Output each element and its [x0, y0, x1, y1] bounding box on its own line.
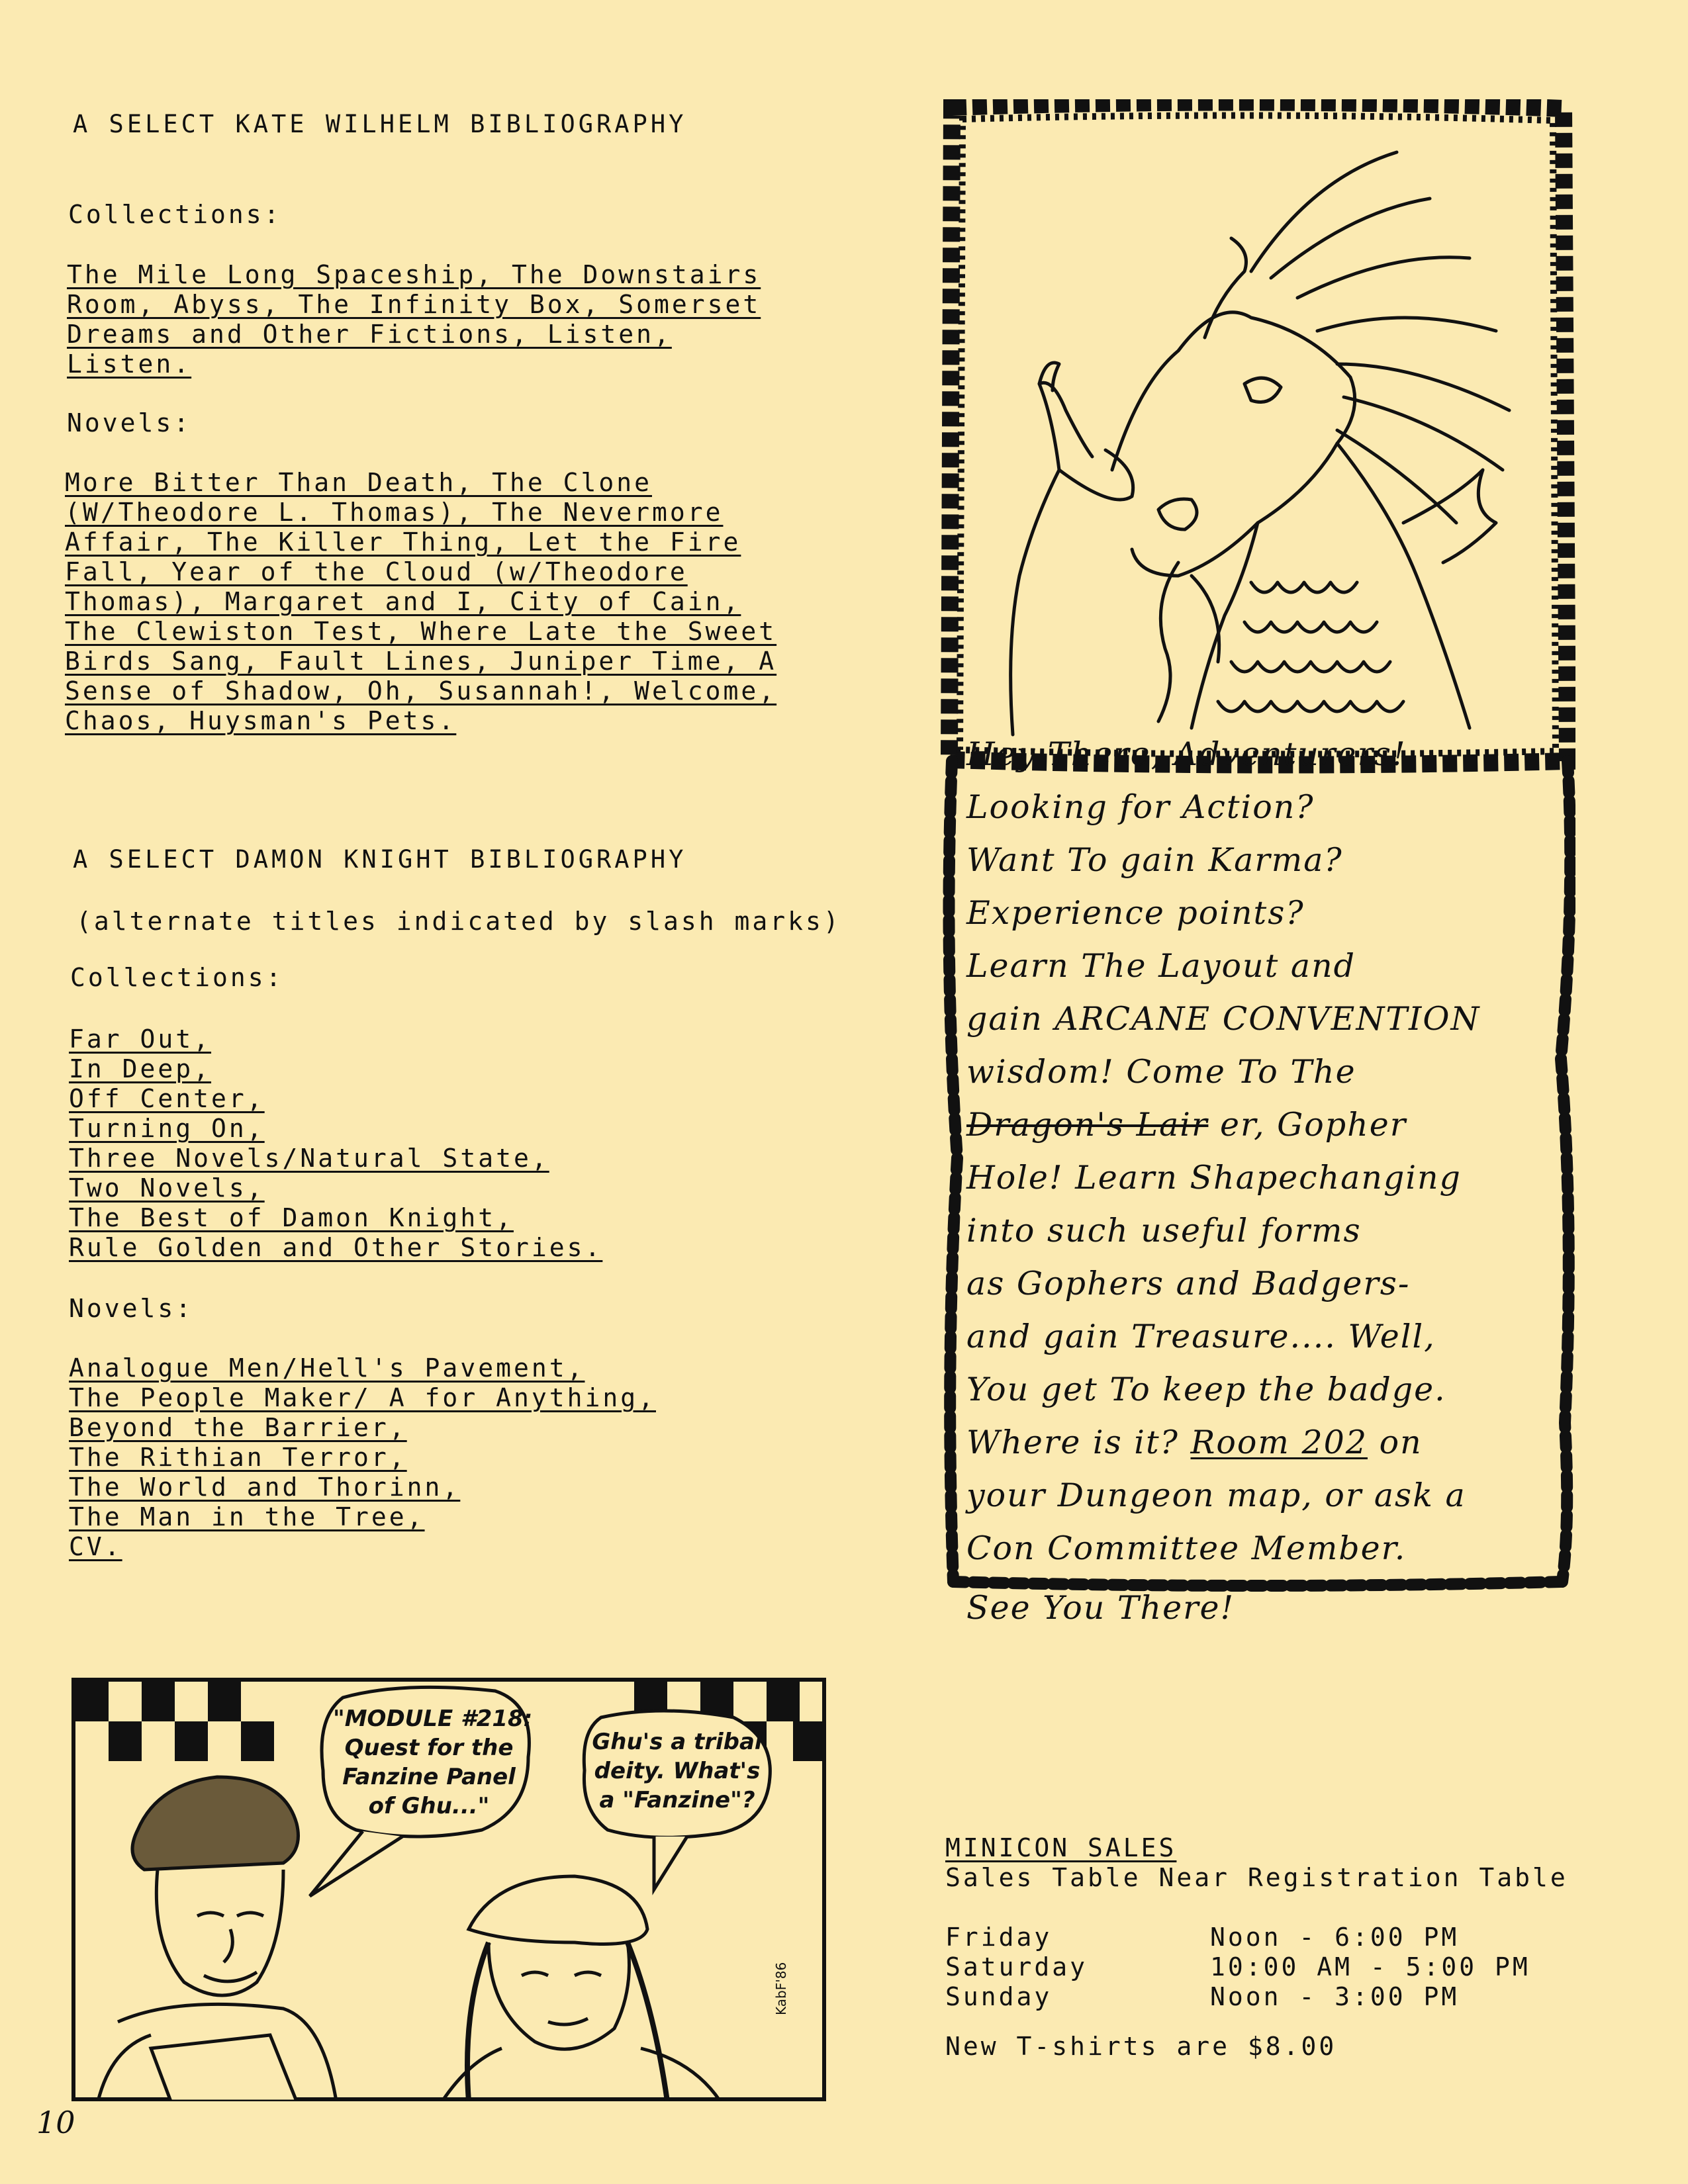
knight-collection-item: Three Novels/Natural State,: [69, 1144, 549, 1173]
schedule-row: [945, 1952, 1594, 1982]
knight-collection-item: In Deep,: [69, 1054, 212, 1083]
wilhelm-novels-line: Affair, The Killer Thing, Let the Fire: [65, 527, 741, 557]
bubble-right-line: a "Fanzine"?: [599, 1787, 755, 1813]
dragon-ad-line: Want To gain Karma?: [966, 841, 1343, 879]
knight-collection-item: The Best of Damon Knight,: [69, 1203, 514, 1232]
comic-panel: [71, 1678, 826, 2101]
page-number: 10: [36, 2105, 75, 2140]
minicon-title: MINICON SALES: [945, 1833, 1177, 1862]
dragon-ad-line: Learn The Layout and: [966, 947, 1356, 985]
wilhelm-novels-line: (W/Theodore L. Thomas), The Nevermore: [65, 498, 724, 527]
dragon-ad-line: as Gophers and Badgers-: [966, 1265, 1411, 1302]
schedule-day: Sunday: [945, 1982, 1053, 2011]
dragon-ad-line: Experience points?: [966, 894, 1305, 932]
knight-collection-item: Two Novels,: [69, 1173, 265, 1203]
schedule-time: Noon - 3:00 PM: [1210, 1982, 1460, 2011]
comic-signature: KabF'86: [773, 1962, 789, 2015]
wilhelm-collections-line: Room, Abyss, The Infinity Box, Somerset: [67, 290, 761, 319]
bubble-right-line: deity. What's: [594, 1758, 761, 1784]
on-text: on: [1379, 1424, 1423, 1461]
dragon-ad-line: into such useful forms: [966, 1212, 1362, 1250]
wilhelm-novels-line: Thomas), Margaret and I, City of Cain,: [65, 587, 741, 616]
bubble-left-line: of Ghu...": [368, 1793, 490, 1819]
wilhelm-novels-list: [65, 468, 776, 736]
knight-collection-item: Turning On,: [69, 1114, 265, 1143]
knight-novel-item: The World and Thorinn,: [69, 1473, 461, 1502]
gopher-text: er, Gopher: [1219, 1106, 1407, 1144]
knight-novel-item: CV.: [69, 1532, 122, 1561]
where-is-it: Where is it?: [966, 1424, 1179, 1461]
schedule-time: 10:00 AM - 5:00 PM: [1210, 1952, 1530, 1981]
knight-collections-label: Collections:: [70, 963, 284, 992]
dragon-ad-line: See You There!: [966, 1589, 1235, 1627]
minicon-sales: [945, 1833, 1594, 2062]
schedule-day: Friday: [945, 1923, 1053, 1952]
schedule-row: [945, 1923, 1594, 1952]
wilhelm-heading: A SELECT KATE WILHELM BIBLIOGRAPHY: [73, 110, 687, 138]
wilhelm-collections-line: Listen.: [67, 349, 192, 379]
dragon-ad-line: gain ARCANE CONVENTION: [966, 1000, 1481, 1038]
bubble-left-line: "MODULE #218:: [333, 1706, 533, 1732]
knight-heading: A SELECT DAMON KNIGHT BIBLIOGRAPHY: [73, 845, 687, 874]
knight-novel-item: The Man in the Tree,: [69, 1502, 425, 1531]
dragon-ad-line: [966, 1416, 1549, 1469]
knight-novels-list: [69, 1353, 656, 1562]
knight-novels-label: Novels:: [69, 1294, 194, 1323]
comic-bubble-right: [588, 1727, 767, 1815]
knight-collection-item: Far Out,: [69, 1024, 212, 1054]
wilhelm-novels-label: Novels:: [67, 408, 192, 437]
knight-collections-list: [69, 1024, 602, 1263]
dragons-lair-struck: Dragon's Lair: [966, 1106, 1209, 1144]
schedule-time: Noon - 6:00 PM: [1210, 1923, 1460, 1952]
knight-novel-item: Beyond the Barrier,: [69, 1413, 407, 1442]
knight-collection-item: Rule Golden and Other Stories.: [69, 1233, 603, 1262]
wilhelm-collections-line: The Mile Long Spaceship, The Downstairs: [67, 260, 761, 289]
tshirt-price: New T-shirts are $8.00: [945, 2032, 1337, 2061]
wilhelm-novels-line: Birds Sang, Fault Lines, Juniper Time, A: [65, 647, 777, 676]
minicon-subtitle: Sales Table Near Registration Table: [945, 1863, 1568, 1892]
knight-novel-item: Analogue Men/Hell's Pavement,: [69, 1353, 585, 1383]
bubble-right-line: Ghu's a tribal: [592, 1729, 763, 1755]
dragon-ad-line: Con Committee Member.: [966, 1529, 1407, 1567]
dragon-ad-line: wisdom! Come To The: [966, 1053, 1356, 1091]
dragon-ad-line: [966, 1099, 1549, 1152]
knight-novel-item: The People Maker/ A for Anything,: [69, 1383, 656, 1412]
wilhelm-novels-line: Sense of Shadow, Oh, Susannah!, Welcome,: [65, 676, 777, 705]
wilhelm-collections-label: Collections:: [68, 200, 282, 229]
wilhelm-collections-list: [67, 260, 761, 379]
dragon-ad-line: Looking for Action?: [966, 788, 1315, 826]
wilhelm-novels-line: The Clewiston Test, Where Late the Sweet: [65, 617, 777, 646]
wilhelm-novels-line: Chaos, Huysman's Pets.: [65, 706, 457, 735]
room-number: Room 202: [1190, 1424, 1368, 1461]
dragon-ad-text: [966, 728, 1549, 1635]
bubble-left-line: Fanzine Panel: [342, 1764, 516, 1790]
schedule-day: Saturday: [945, 1952, 1088, 1981]
comic-bubble-left: [333, 1704, 533, 1821]
bubble-left-line: Quest for the: [344, 1735, 514, 1761]
dragon-ad-line: Hey There, Adventurers!: [966, 735, 1407, 773]
knight-novel-item: The Rithian Terror,: [69, 1443, 407, 1472]
knight-note: (alternate titles indicated by slash marks): [76, 907, 841, 936]
wilhelm-novels-line: More Bitter Than Death, The Clone: [65, 468, 652, 497]
dragon-ad-line: your Dungeon map, or ask a: [966, 1477, 1466, 1514]
dragon-ad-line: You get To keep the badge.: [966, 1371, 1446, 1408]
wilhelm-novels-line: Fall, Year of the Cloud (w/Theodore: [65, 557, 688, 586]
knight-collection-item: Off Center,: [69, 1084, 265, 1113]
schedule-row: [945, 1982, 1594, 2012]
dragon-ad-line: Hole! Learn Shapechanging: [966, 1159, 1462, 1197]
wilhelm-collections-line: Dreams and Other Fictions, Listen,: [67, 320, 672, 349]
dragon-ad-line: and gain Treasure.... Well,: [966, 1318, 1436, 1355]
